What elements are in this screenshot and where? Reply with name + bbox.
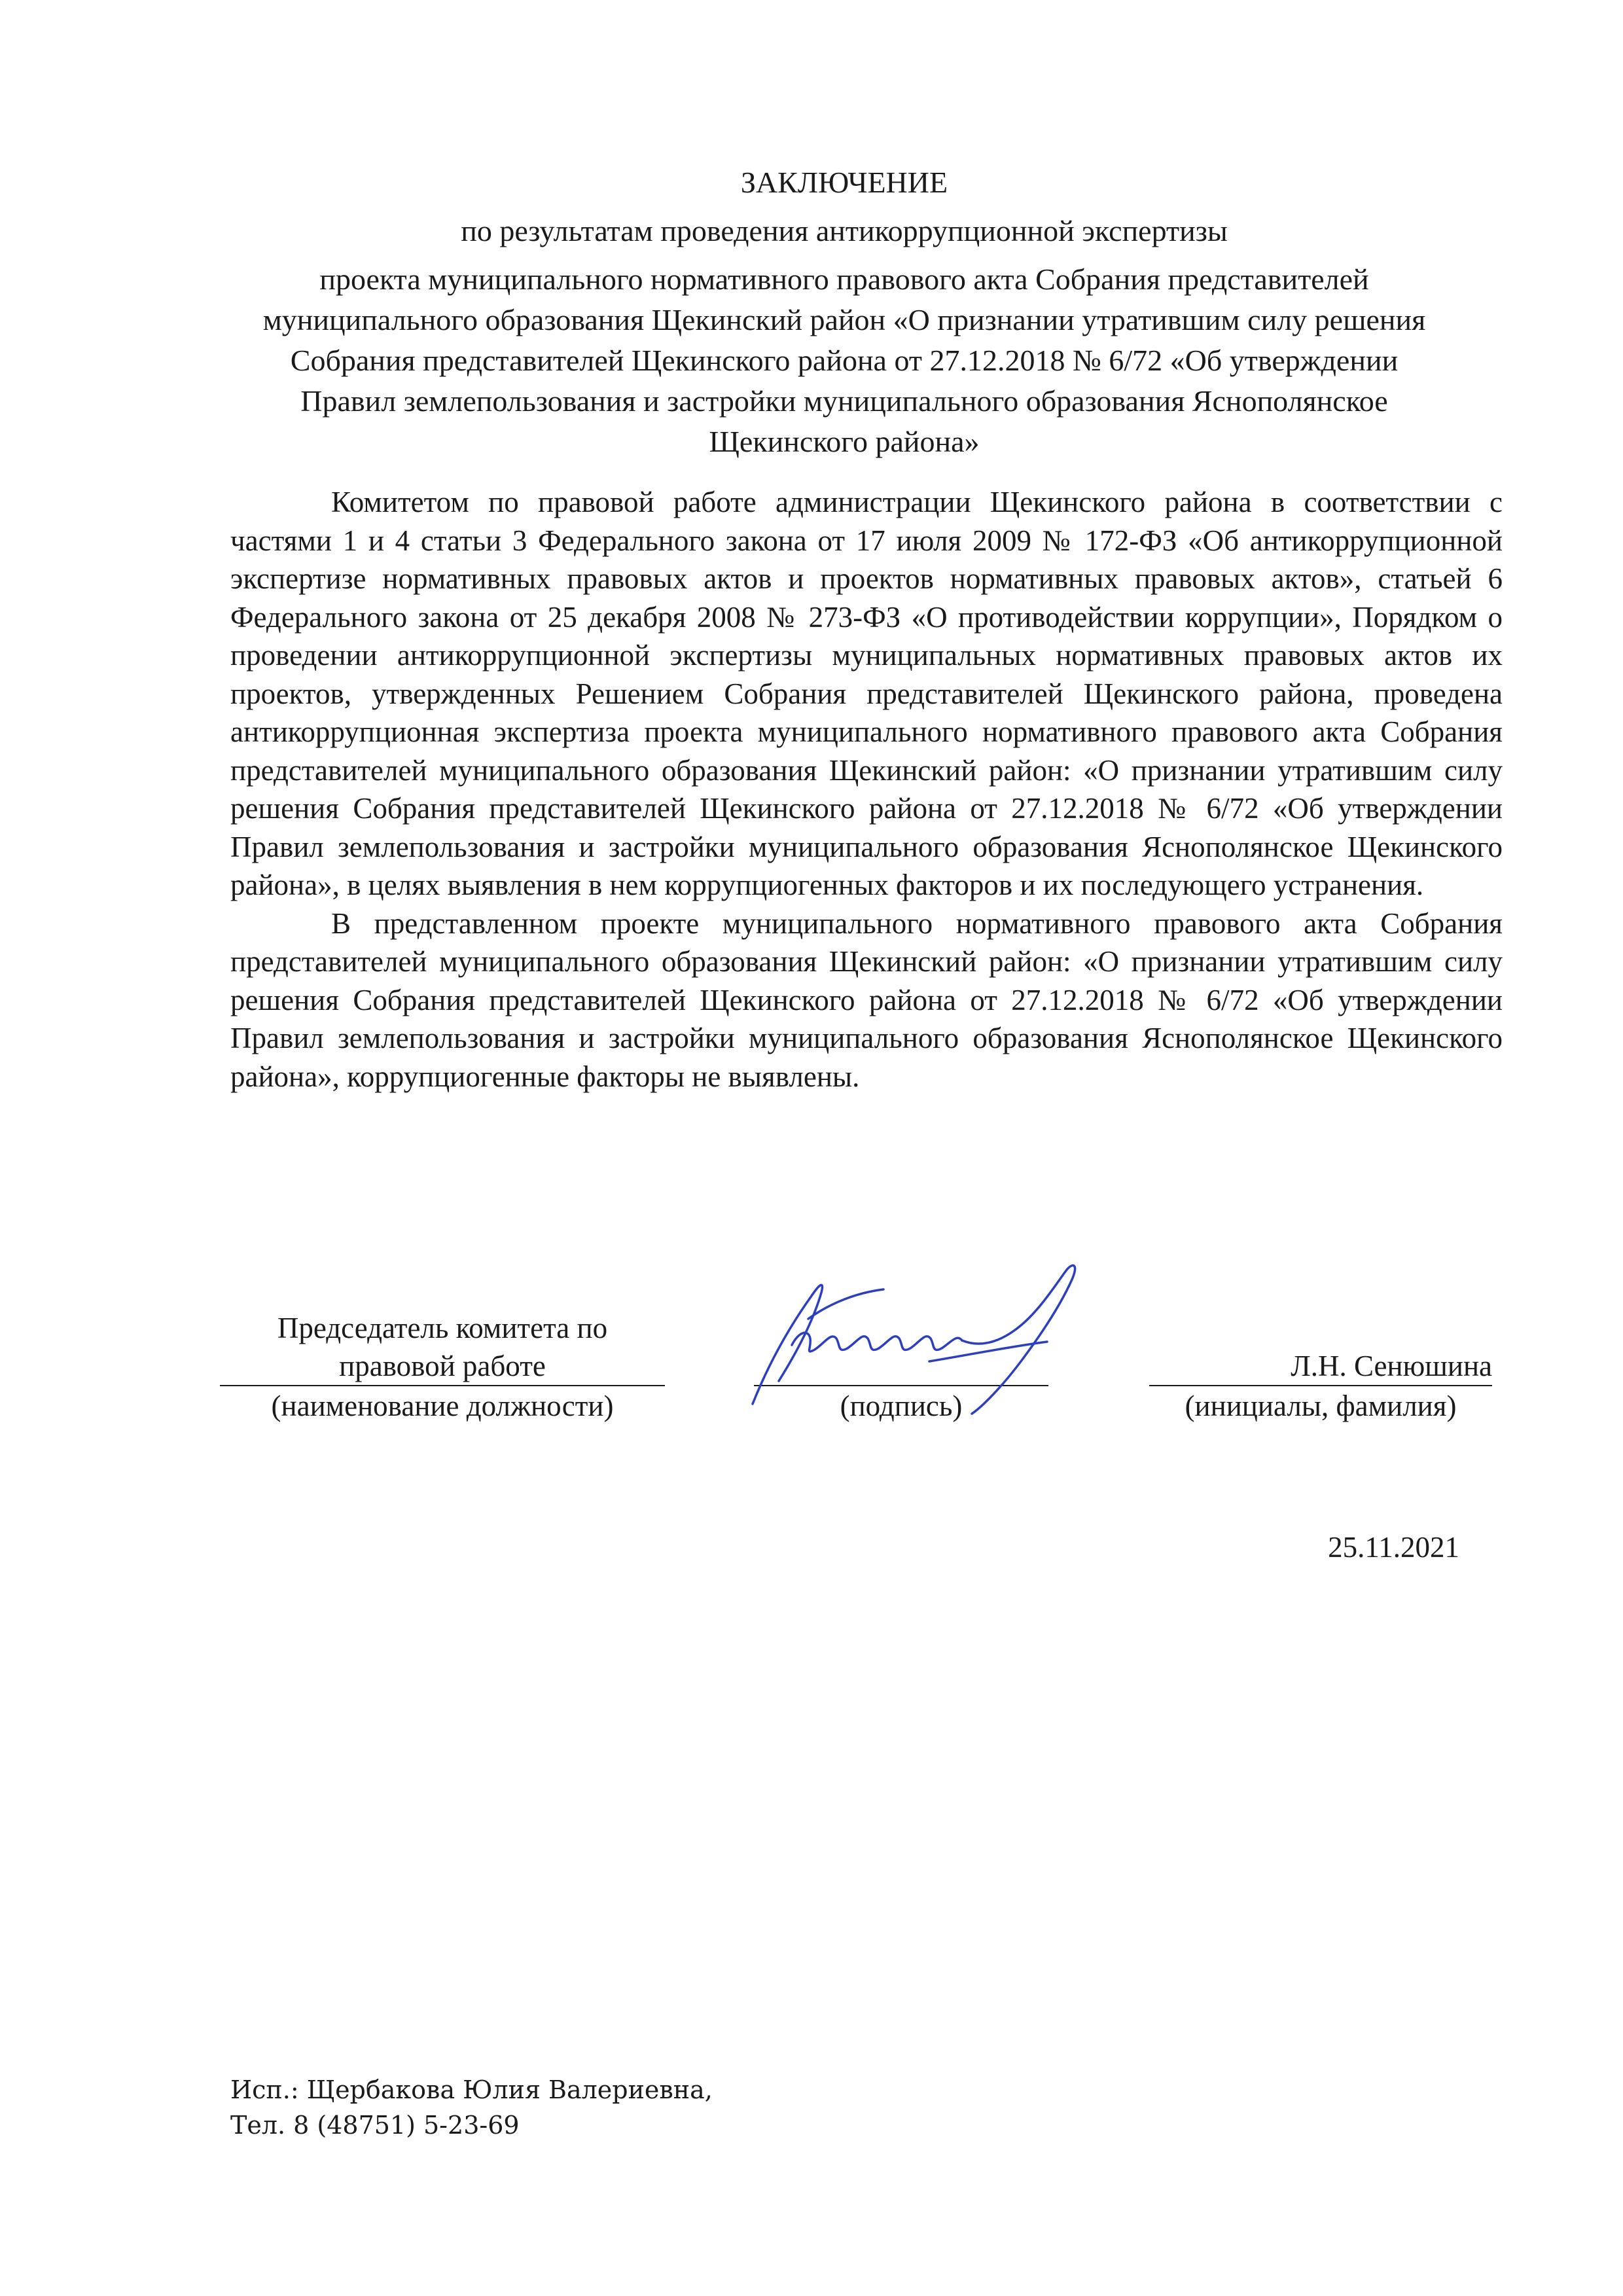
document-date: 25.11.2021 [1328, 1531, 1459, 1564]
position-line: правовой работе [339, 1350, 546, 1382]
executor-info [230, 2072, 885, 2143]
position-column [220, 1309, 665, 1423]
name-underline [1149, 1385, 1492, 1386]
document-title: ЗАКЛЮЧЕНИЕ [740, 166, 948, 199]
signatory-name: Л.Н. Сенюшина [1291, 1350, 1492, 1382]
executor-phone: Тел. 8 (48751) 5-23-69 [230, 2111, 520, 2140]
name-caption: (инициалы, фамилия) [1185, 1390, 1457, 1422]
position-caption: (наименование должности) [271, 1390, 614, 1422]
project-title-line: Щекинского района» [709, 425, 980, 458]
document-subtitle: по результатам проведения антикоррупционной экспертизы [461, 214, 1228, 247]
project-title-line: Правил землепользования и застройки муниципального образования Яснополянское [300, 384, 1388, 418]
position-underline [220, 1385, 665, 1386]
project-title [196, 259, 1492, 462]
position-line: Председатель комитета по [277, 1312, 608, 1344]
document-body [230, 483, 1503, 1096]
handwritten-signature [733, 1257, 1113, 1427]
body-paragraph: В представленном проекте муниципального нормативного правового акта Собрания представителей муниципального образования Щекинский район: «О признании утратившим силу решения Собрания представителей Щекинского района от 27.12.2018 № 6/72 «Об утверждении Правил землепользования и застройки муниципального образования Яснополянское Щекинского района», коррупциогенные факторы не выявлены. [230, 906, 1503, 1093]
project-title-line: муниципального образования Щекинский район «О признании утратившим силу решения [262, 303, 1426, 336]
body-paragraph: Комитетом по правовой работе администрации Щекинского района в соответствии с частями 1 и 4 статьи 3 Федерального закона от 17 июля 2009 № 172-ФЗ «Об антикоррупционной экспертизе нормативных правовых актов и проектов нормативных правовых актов», статьей 6 Федерального закона от 25 декабря 2008 № 273-ФЗ «О противодействии коррупции», Порядком о проведении антикоррупционной экспертизы муниципальных нормативных правовых актов их проектов, утвержденных Решением Собрания представителей Щекинского района, проведена антикоррупционная экспертиза проекта муниципального нормативного правового акта Собрания представителей муниципального образования Щекинский район: «О признании утратившим силу решения Собрания представителей Щекинского района от 27.12.2018 № 6/72 «Об утверждении Правил землепользования и застройки муниципального образования Яснополянское Щекинского района», в целях выявления в нем коррупциогенных факторов и их последующего устранения. [230, 486, 1503, 901]
executor-name: Исп.: Щербакова Юлия Валериевна, [230, 2075, 713, 2104]
project-title-line: проекта муниципального нормативного правового акта Собрания представителей [319, 262, 1369, 296]
document-header [196, 162, 1492, 462]
signature-caption: (подпись) [840, 1390, 963, 1422]
name-column [1149, 1347, 1492, 1423]
project-title-line: Собрания представителей Щекинского района от 27.12.2018 № 6/72 «Об утверждении [290, 344, 1399, 377]
